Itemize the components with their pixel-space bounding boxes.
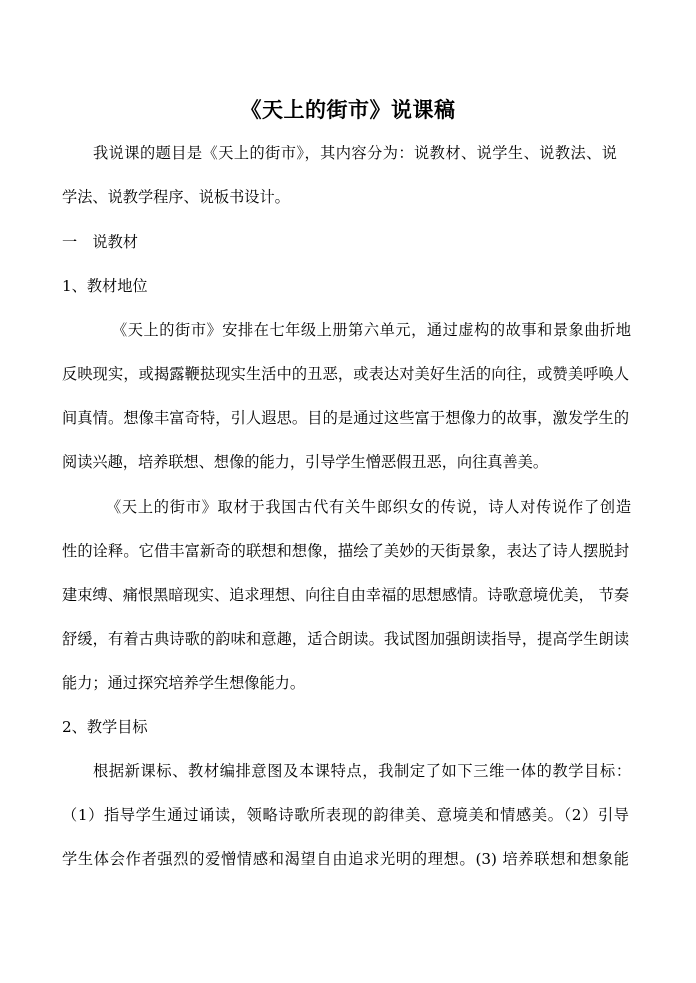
paragraph-source-line-3: 建束缚、痛恨黑暗现实、追求理想、向往自由幸福的思想感情。诗歌意境优美， 节奏: [62, 586, 629, 604]
section-heading-textbook: 一 说教材: [62, 233, 138, 251]
subheading-textbook-position: 1、教材地位: [62, 277, 148, 295]
paragraph-goals-line-1: 根据新课标、教材编排意图及本课特点，我制定了如下三维一体的教学目标：: [93, 762, 631, 780]
paragraph-position-line-4: 阅读兴趣，培养联想、想像的能力，引导学生憎恶假丑恶，向往真善美。: [62, 453, 548, 471]
paragraph-position-line-1: 《天上的街市》安排在七年级上册第六单元，通过虚构的故事和景象曲折地: [112, 321, 631, 339]
paragraph-intro-line-2: 学法、说教学程序、说板书设计。: [62, 188, 290, 206]
paragraph-source-line-1: 《天上的街市》取材于我国古代有关牛郎织女的传说，诗人对传说作了创造: [106, 498, 631, 516]
paragraph-goals-line-2: （1）指导学生通过诵读，领略诗歌所表现的韵律美、意境美和情感美。（2）引导: [62, 806, 629, 824]
document-title: 《天上的街市》说课稿: [240, 97, 456, 122]
paragraph-source-line-5: 能力；通过探究培养学生想像能力。: [62, 674, 305, 692]
paragraph-goals-line-3: 学生体会作者强烈的爱憎情感和渴望自由追求光明的理想。(3) 培养联想和想象能: [62, 850, 629, 868]
paragraph-intro-line-1: 我说课的题目是《天上的街市》，其内容分为：说教材、说学生、说教法、说: [93, 144, 617, 162]
paragraph-position-line-3: 间真情。想像丰富奇特，引人遐思。目的是通过这些富于想像力的故事，激发学生的: [62, 409, 629, 427]
subheading-teaching-goals: 2、教学目标: [62, 718, 148, 736]
paragraph-position-line-2: 反映现实，或揭露鞭挞现实生活中的丑恶，或表达对美好生活的向往，或赞美呼唤人: [62, 365, 629, 383]
paragraph-source-line-2: 性的诠释。它借丰富新奇的联想和想像，描绘了美妙的天街景象，表达了诗人摆脱封: [62, 542, 629, 560]
paragraph-source-line-4: 舒缓，有着古典诗歌的韵味和意趣，适合朗读。我试图加强朗读指导，提高学生朗读: [62, 630, 629, 648]
